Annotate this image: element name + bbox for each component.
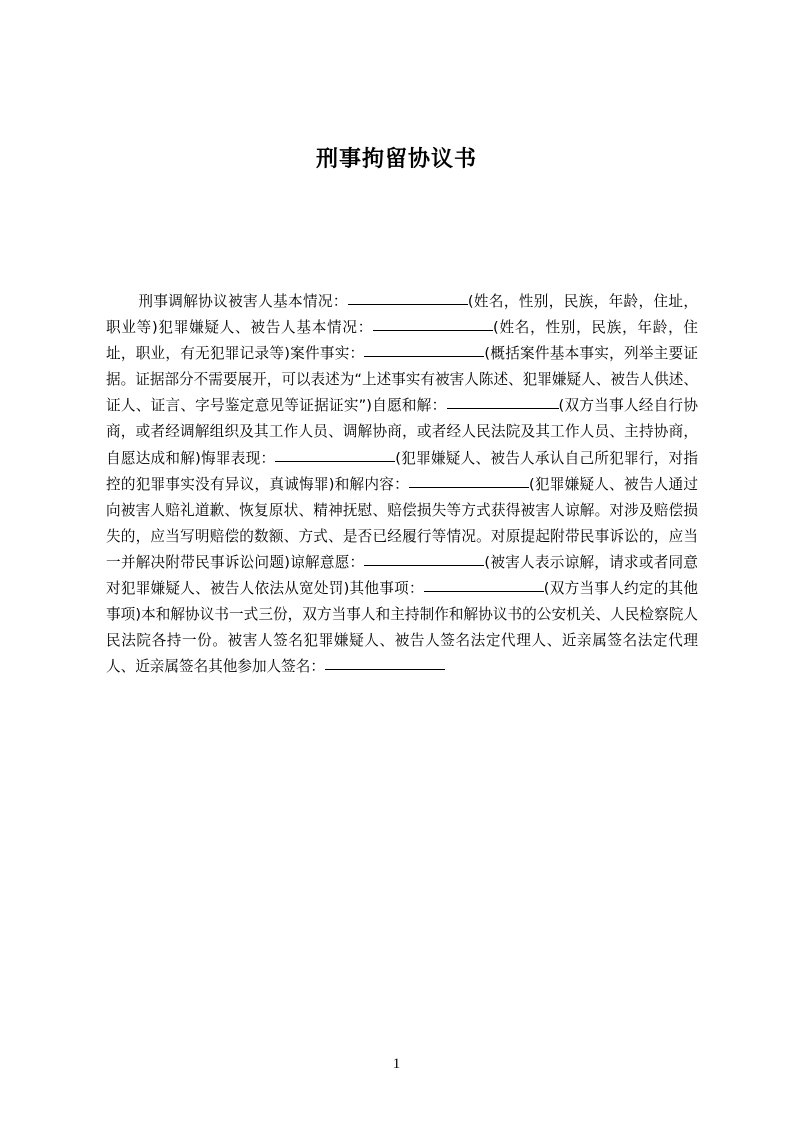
- voluntary-settlement-label: (概括案件基本事实，列举主要证据。证据部分不需要展开，可以表述为“上述事实有被害人陈述、犯罪嫌疑人、被告人供述、证人、证言、字号鉴定意见等证据证实”)自愿和解：: [106, 345, 698, 415]
- signatures-blank[interactable]: [325, 668, 445, 670]
- agreement-body: [106, 289, 698, 680]
- voluntary-settlement-blank-part2[interactable]: [483, 407, 559, 409]
- other-matters-blank[interactable]: [424, 590, 544, 592]
- settlement-content-label: (犯罪嫌疑人、被告人承认自己所犯罪行，对指控的犯罪事实没有异议，真诚悔罪)和解内容：: [106, 449, 698, 493]
- repentance-label: (双方当事人经自行协商，或者经调解组织及其工作人员、调解协商，或者经人民法院及其工作人员、主持协商，自愿达成和解)悔罪表现：: [106, 397, 698, 467]
- suspect-info-label: (姓名，性别，民族，年龄，住址，职业等)犯罪嫌疑人、被告人基本情况：: [106, 293, 698, 337]
- repentance-blank[interactable]: [275, 460, 395, 462]
- case-facts-label: (姓名，性别，民族，年龄，住址，职业，有无犯罪记录等)案件事实：: [106, 319, 698, 363]
- suspect-info-blank[interactable]: [373, 329, 493, 331]
- victim-info-label: 刑事调解协议被害人基本情况：: [138, 293, 348, 310]
- settlement-content-blank[interactable]: [409, 486, 529, 488]
- document-title: 刑事拘留协议书: [315, 147, 477, 172]
- signatures-label: (双方当事人约定的其他事项)本和解协议书一式三份，双方当事人和主持制作和解协议书的公安机关、人民检察院人民法院各持一份。被害人签名犯罪嫌疑人、被告人签名法定代理人、近亲属签名法定代理人、近亲属签名其他参加人签名：: [106, 580, 698, 676]
- case-facts-blank[interactable]: [364, 355, 484, 357]
- forgiveness-label: (犯罪嫌疑人、被告人通过向被害人赔礼道歉、恢复原状、精神抚慰、赔偿损失等方式获得被害人谅解。对涉及赔偿损失的，应当写明赔偿的数额、方式、是否已经履行等情况。对原提起附带民事诉讼的，应当一并解决附带民事诉讼问题)谅解意愿：: [106, 475, 698, 571]
- voluntary-settlement-blank-part1[interactable]: [447, 407, 483, 409]
- page-number: 1: [392, 1056, 401, 1072]
- victim-info-blank[interactable]: [348, 303, 468, 305]
- other-matters-label: (被害人表示谅解，请求或者同意对犯罪嫌疑人、被告人依法从宽处罚)其他事项：: [106, 553, 698, 598]
- forgiveness-blank[interactable]: [364, 564, 484, 566]
